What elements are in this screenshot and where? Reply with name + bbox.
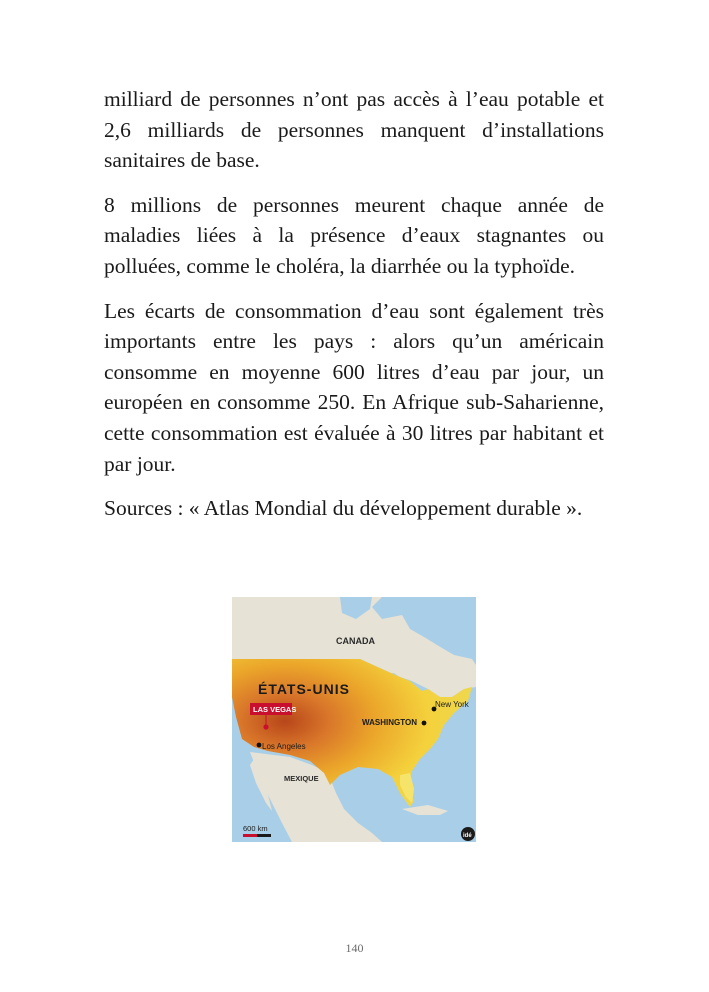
label-washington: WASHINGTON <box>362 718 417 727</box>
label-usa: ÉTATS-UNIS <box>258 681 350 697</box>
scale-bar-black <box>257 834 271 837</box>
paragraph-water-access: milliard de personnes n’ont pas accès à l’eau potable et 2,6 milliards de personnes manquent d’installations sanitaires de base. <box>104 87 604 173</box>
label-los-angeles: Los Angeles <box>262 742 306 751</box>
scale-bar-red <box>243 834 257 837</box>
label-canada: CANADA <box>336 636 375 646</box>
body-text <box>104 84 604 538</box>
paragraph-deaths: 8 millions de personnes meurent chaque année de maladies liées à la présence d’eaux stagnantes ou polluées, comme le choléra, la diarrhée ou la typhoïde. <box>104 192 604 278</box>
page-number: 140 <box>345 941 364 955</box>
usa-map-figure <box>232 597 476 842</box>
label-new-york: New York <box>435 700 469 709</box>
paragraph-consumption: Les écarts de consommation d’eau sont également très importants entre les pays : alors qu’un américain consomme en moyenne 600 litres d’eau par jour, un européen en consomme 250. En Afrique sub-Saharienne, cette consommation est évaluée à 30 litres par habitant et par jour. <box>104 298 604 476</box>
label-mexique: MEXIQUE <box>284 774 319 783</box>
las-vegas-marker <box>263 724 268 729</box>
label-las-vegas: LAS VEGAS <box>253 705 297 714</box>
paragraph-sources: Sources : « Atlas Mondial du développement durable ». <box>104 496 583 521</box>
agency-logo-text: idé <box>463 833 472 839</box>
los-angeles-marker <box>257 743 262 748</box>
scale-label: 600 km <box>243 824 268 833</box>
washington-marker <box>422 721 427 726</box>
